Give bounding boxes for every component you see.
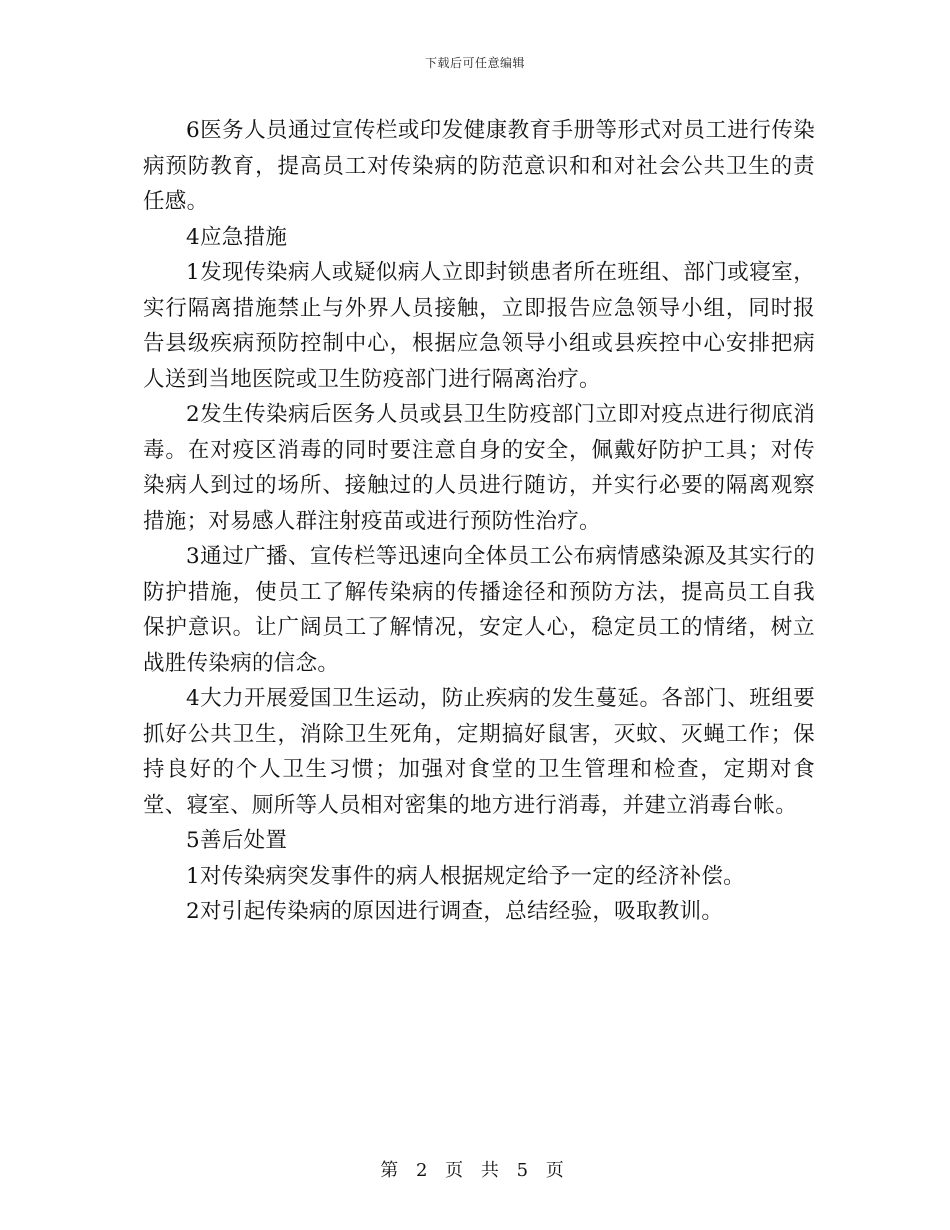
page-header: 下载后可任意编辑 (424, 56, 525, 70)
page-number-footer: 第 2 页 共 5 页 (380, 1160, 570, 1181)
section-heading-emergency-measures: 4应急措施 (186, 224, 288, 250)
paragraph-isolation: 1发现传染病人或疑似病人立即封锁患者所在班组、部门或寝室，实行隔离措施禁止与外界人员接触，立即报告应急领导小组，同时报告县级疾病预防控制中心，根据应急领导小组或县疾控中心安排把病人送到当地医院或卫生防疫部门进行隔离治疗。 (143, 260, 815, 392)
paragraph-disinfection: 2发生传染病后医务人员或县卫生防疫部门立即对疫点进行彻底消毒。在对疫区消毒的同时要注意自身的安全，佩戴好防护工具；对传染病人到过的场所、接触过的人员进行随访，并实行必要的隔离观察措施；对易感人群注射疫苗或进行预防性治疗。 (143, 402, 815, 534)
paragraph-hygiene-campaign: 4大力开展爱国卫生运动，防止疾病的发生蔓延。各部门、班组要抓好公共卫生，消除卫生死角，定期搞好鼠害，灭蚊、灭蝇工作；保持良好的个人卫生习惯；加强对食堂的卫生管理和检查，定期对食堂、寝室、厕所等人员相对密集的地方进行消毒，并建立消毒台帐。 (143, 686, 815, 818)
paragraph-investigation: 2对引起传染病的原因进行调查，总结经验，吸取教训。 (186, 899, 724, 924)
paragraph-compensation: 1对传染病突发事件的病人根据规定给予一定的经济补偿。 (186, 863, 745, 889)
paragraph-staff-education: 6医务人员通过宣传栏或印发健康教育手册等形式对员工进行传染病预防教育，提高员工对传染病的防范意识和和对社会公共卫生的责任感。 (143, 118, 815, 214)
document-body (143, 113, 815, 930)
paragraph-announcement: 3通过广播、宣传栏等迅速向全体员工公布病情感染源及其实行的防护措施，使员工了解传染病的传播途径和预防方法，提高员工自我保护意识。让广阔员工了解情况，安定人心，稳定员工的情绪，树立战胜传染病的信念。 (143, 544, 815, 676)
section-heading-aftermath: 5善后处置 (186, 828, 288, 853)
